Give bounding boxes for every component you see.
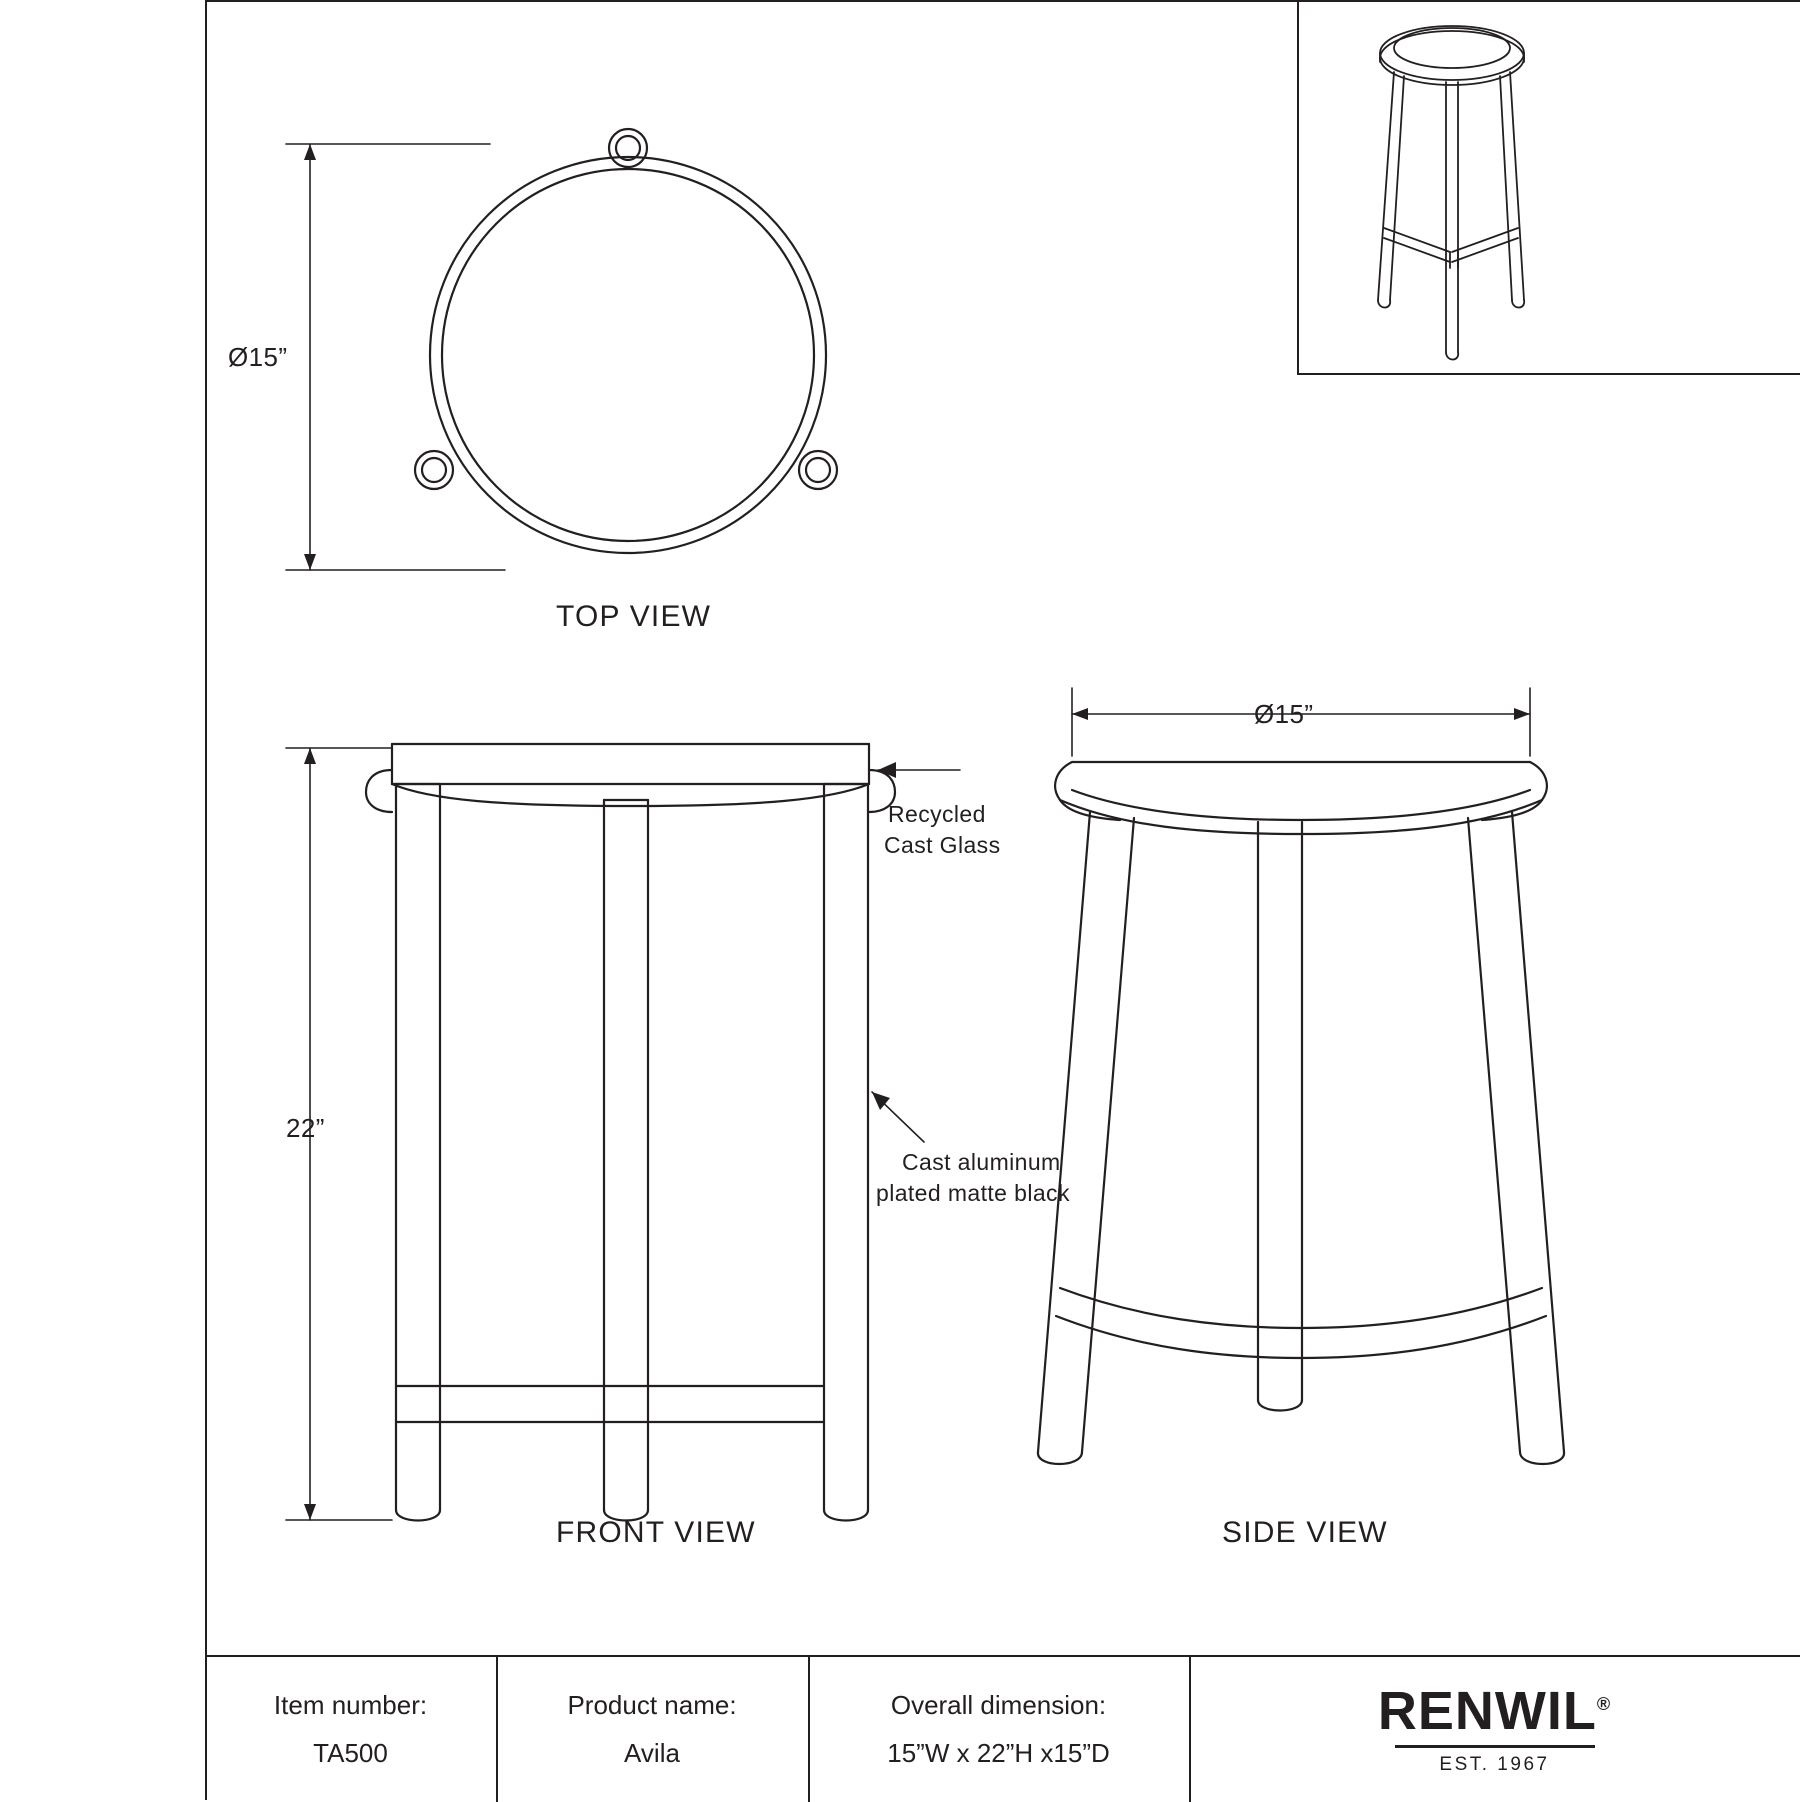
brand-logo-rule: [1395, 1745, 1595, 1748]
item-number-caption: Item number:: [273, 1689, 428, 1720]
side-view-label: SIDE VIEW: [1222, 1516, 1388, 1549]
front-view-label: FRONT VIEW: [556, 1516, 756, 1549]
item-number-value: TA500: [313, 1737, 388, 1768]
top-view-label: TOP VIEW: [556, 600, 712, 633]
side-view-diameter-label: Ø15”: [1254, 699, 1314, 729]
title-block: [205, 1655, 1800, 1800]
brand-logo-text: RENWIL: [1377, 1680, 1597, 1741]
top-view-diameter-label: Ø15”: [228, 342, 288, 372]
product-name-value: Avila: [624, 1737, 680, 1768]
front-view-height-label: 22”: [286, 1113, 325, 1143]
frame-callout-line1: Cast aluminum: [902, 1149, 1061, 1175]
registered-mark-icon: ®: [1596, 1693, 1612, 1714]
product-name-cell: [496, 1657, 808, 1802]
overall-dimension-caption: Overall dimension:: [890, 1689, 1107, 1720]
glass-callout-line1: Recycled: [888, 801, 986, 827]
product-name-caption: Product name:: [567, 1689, 737, 1720]
overall-dimension-value: 15”W x 22”H x15”D: [887, 1737, 1110, 1768]
perspective-thumbnail-box: [1297, 0, 1800, 375]
brand-logo: [1189, 1657, 1800, 1802]
item-number-cell: [205, 1657, 496, 1802]
frame-callout-line2: plated matte black: [876, 1180, 1070, 1206]
overall-dimension-cell: [808, 1657, 1189, 1802]
brand-logo-name: [1377, 1680, 1612, 1741]
brand-tagline: EST. 1967: [1439, 1753, 1550, 1775]
glass-callout-line2: Cast Glass: [884, 832, 1001, 858]
